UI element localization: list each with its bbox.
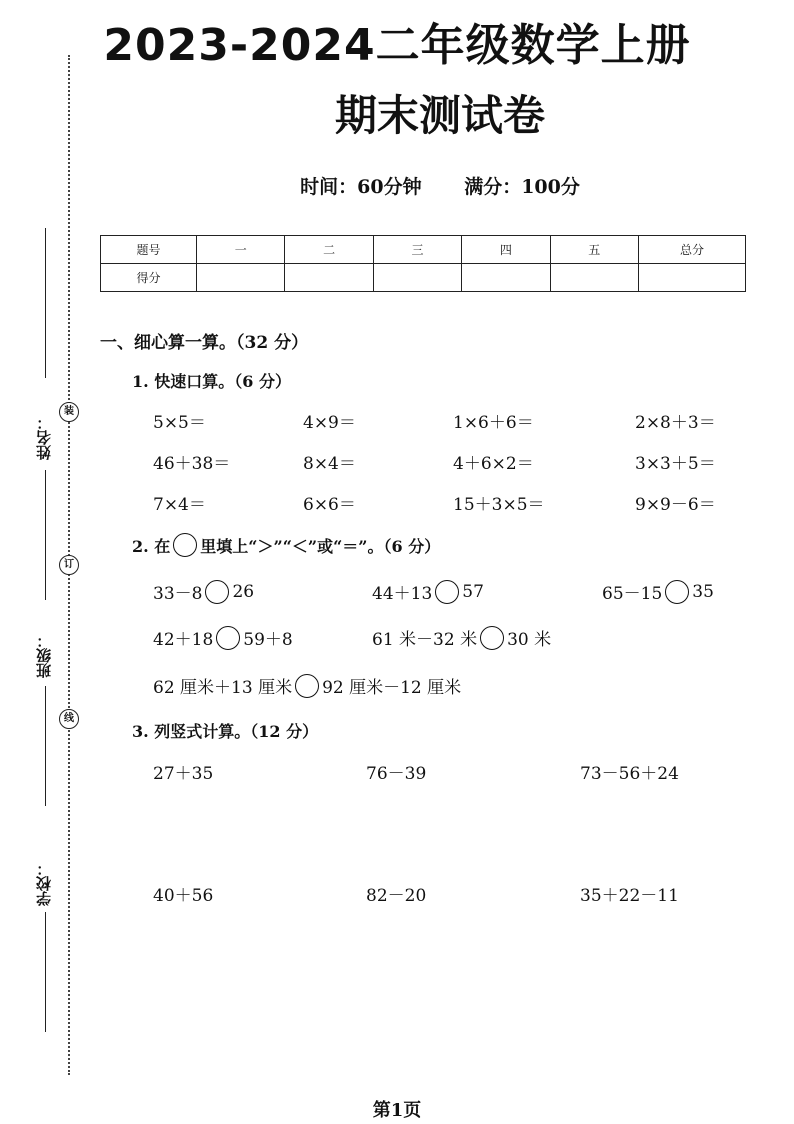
score-header-cell: 二 bbox=[285, 236, 373, 264]
q3-item: 35＋22－11 bbox=[580, 886, 679, 906]
q1-item: 3×3＋5＝ bbox=[635, 454, 716, 474]
score-header-cell: 五 bbox=[550, 236, 638, 264]
q2-title-after: 里填上“＞”“＜”或“＝”。（6 分） bbox=[200, 536, 441, 556]
q3-row-2 bbox=[153, 881, 773, 906]
compare-right: 57 bbox=[462, 581, 484, 602]
page-subtitle: 期末测试卷 bbox=[334, 91, 545, 140]
name-label: 姓名： bbox=[35, 415, 53, 460]
q1-row-1 bbox=[153, 408, 773, 433]
q3-item: 40＋56 bbox=[153, 886, 214, 906]
score-blank-cell[interactable] bbox=[639, 264, 746, 292]
score-header-cell: 四 bbox=[462, 236, 550, 264]
q2-title-before: 2. 在 bbox=[132, 536, 171, 556]
compare-item bbox=[372, 579, 484, 604]
compare-circle-icon bbox=[173, 533, 197, 557]
compare-right: 59＋8 bbox=[243, 630, 293, 650]
q1-item: 8×4＝ bbox=[303, 454, 356, 474]
question-3-title: 3. 列竖式计算。（12 分） bbox=[132, 722, 319, 741]
q3-row-1 bbox=[153, 759, 773, 784]
q1-row-2 bbox=[153, 449, 773, 474]
score-header-cell: 题号 bbox=[101, 236, 197, 264]
compare-circle-blank[interactable] bbox=[295, 674, 319, 698]
score-table bbox=[100, 235, 746, 292]
q1-item: 7×4＝ bbox=[153, 495, 206, 515]
compare-circle-blank[interactable] bbox=[435, 580, 459, 604]
compare-left: 61 米－32 米 bbox=[372, 630, 478, 650]
page-number: 第1页 bbox=[372, 1100, 422, 1121]
score-blank-cell[interactable] bbox=[550, 264, 638, 292]
compare-right: 35 bbox=[692, 581, 714, 602]
score-header-cell: 一 bbox=[197, 236, 285, 264]
question-1-title: 1. 快速口算。（6 分） bbox=[132, 372, 291, 391]
q3-item: 27＋35 bbox=[153, 764, 214, 784]
score-header-cell: 总分 bbox=[639, 236, 746, 264]
question-2-title bbox=[132, 533, 440, 557]
score-blank-cell[interactable] bbox=[373, 264, 461, 292]
q1-item: 4×9＝ bbox=[303, 413, 356, 433]
compare-left: 65－15 bbox=[602, 584, 663, 604]
compare-item bbox=[153, 625, 293, 650]
compare-right: 26 bbox=[232, 581, 255, 602]
score-blank-cell[interactable] bbox=[285, 264, 373, 292]
compare-left: 33－8 bbox=[153, 584, 203, 604]
compare-circle-blank[interactable] bbox=[205, 580, 229, 604]
compare-circle-blank[interactable] bbox=[216, 626, 240, 650]
score-header-cell: 三 bbox=[373, 236, 461, 264]
binding-mark-zhuang: 装 bbox=[59, 402, 79, 422]
q1-item: 5×5＝ bbox=[153, 413, 206, 433]
q3-item: 82－20 bbox=[366, 886, 427, 906]
q1-item: 6×6＝ bbox=[303, 495, 356, 515]
q1-item: 46＋38＝ bbox=[153, 454, 231, 474]
name-underline bbox=[45, 228, 46, 378]
compare-item bbox=[602, 579, 714, 604]
binding-mark-xian: 线 bbox=[59, 709, 79, 729]
class-underline-top bbox=[45, 470, 46, 600]
q1-item: 1×6＋6＝ bbox=[453, 413, 534, 433]
score-blank-cell[interactable] bbox=[197, 264, 285, 292]
school-underline bbox=[45, 912, 46, 1032]
score-blank-cell[interactable] bbox=[462, 264, 550, 292]
class-label: 班级： bbox=[35, 633, 53, 678]
compare-right: 92 厘米－12 厘米 bbox=[322, 678, 462, 698]
q1-row-3 bbox=[153, 490, 773, 515]
score-table-header-row bbox=[101, 236, 746, 264]
exam-info bbox=[0, 172, 794, 199]
compare-circle-blank[interactable] bbox=[665, 580, 689, 604]
compare-item bbox=[372, 625, 551, 650]
school-label: 学校： bbox=[35, 861, 53, 906]
compare-item bbox=[153, 579, 254, 604]
compare-circle-blank[interactable] bbox=[480, 626, 504, 650]
q1-item: 15＋3×5＝ bbox=[453, 495, 545, 515]
score-table-score-row bbox=[101, 264, 746, 292]
q1-item: 2×8＋3＝ bbox=[635, 413, 716, 433]
q3-item: 73－56＋24 bbox=[580, 764, 679, 784]
compare-item bbox=[153, 673, 461, 698]
section-1-title: 一、细心算一算。（32 分） bbox=[100, 333, 309, 353]
page-title: 2023-2024二年级数学上册 bbox=[103, 20, 691, 71]
score-row-label: 得分 bbox=[101, 264, 197, 292]
class-underline-bottom bbox=[45, 686, 46, 806]
compare-right: 30 米 bbox=[507, 630, 552, 650]
compare-left: 42＋18 bbox=[153, 630, 214, 650]
compare-left: 44＋13 bbox=[372, 584, 433, 604]
q1-item: 4＋6×2＝ bbox=[453, 454, 534, 474]
exam-time: 时间：60分钟 bbox=[300, 176, 422, 198]
compare-left: 62 厘米＋13 厘米 bbox=[153, 678, 293, 698]
q3-item: 76－39 bbox=[366, 764, 427, 784]
binding-mark-ding: 订 bbox=[59, 555, 79, 575]
exam-full-score: 满分：100分 bbox=[464, 176, 580, 198]
q1-item: 9×9－6＝ bbox=[635, 495, 716, 515]
